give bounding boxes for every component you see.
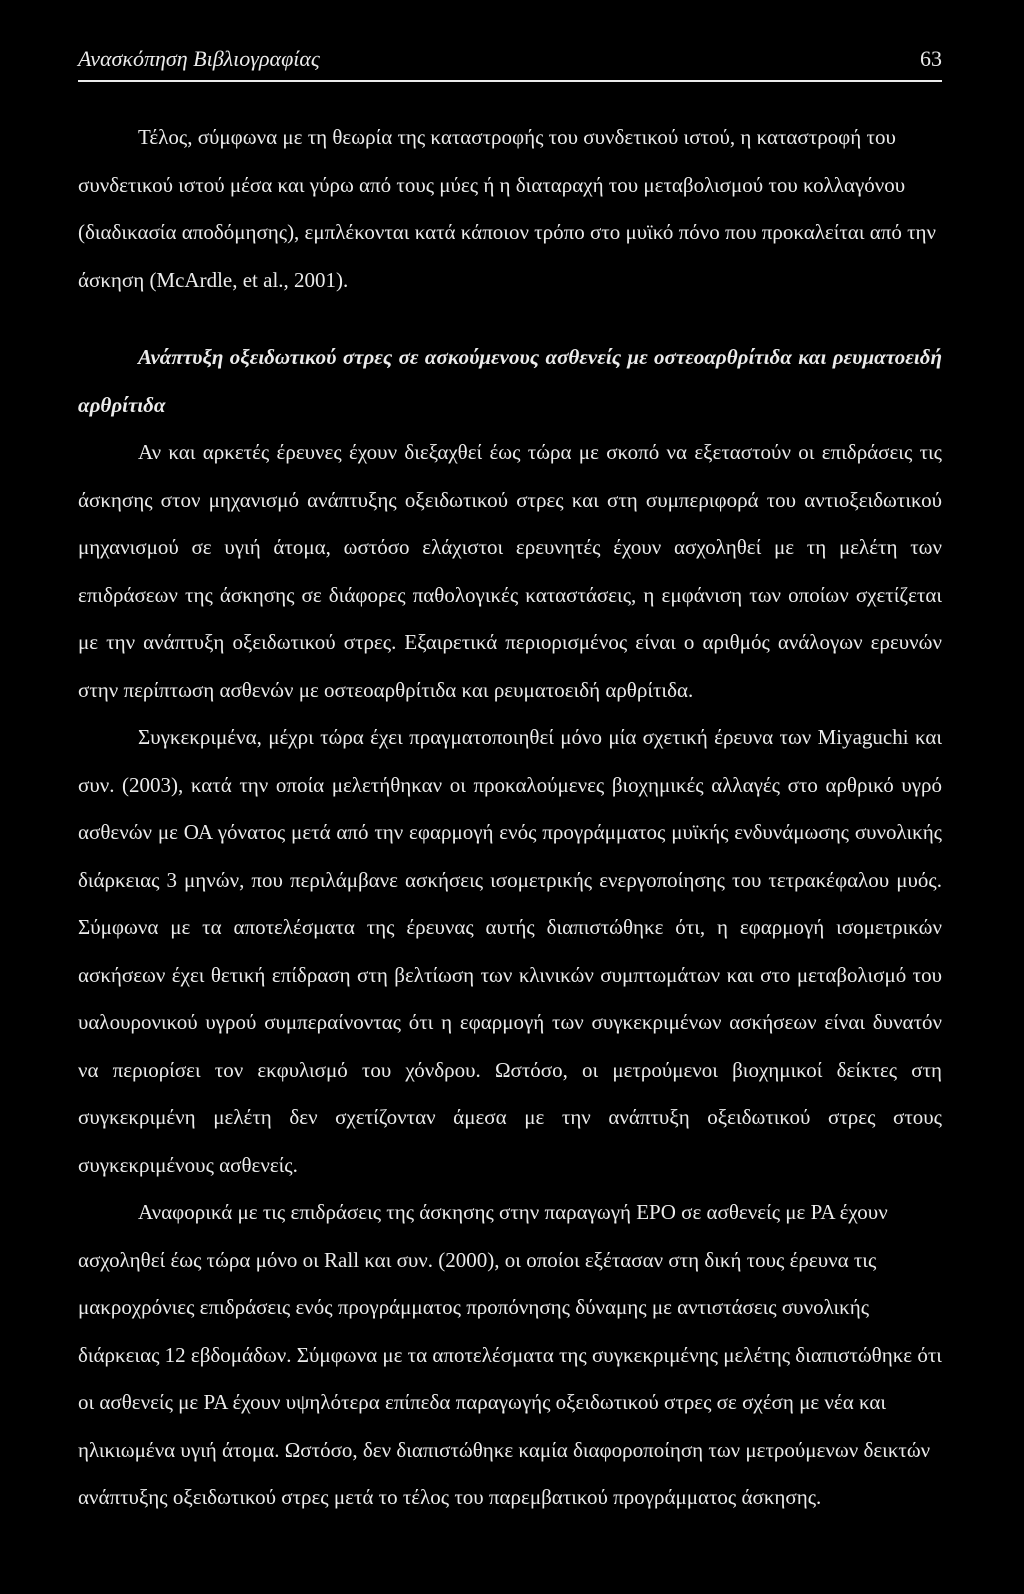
paragraph-connective-tissue-theory: Τέλος, σύμφωνα με τη θεωρία της καταστροφής του συνδετικού ιστού, η καταστροφή του συνδετικού ιστού μέσα και γύρω από τους μύες ή η διαταραχή του μεταβολισμού του κολλαγόνου (διαδικασία αποδόμησης), εμπλέκονται κατά κάποιον τρόπο στο μυϊκό πόνο που προκαλείται από την άσκηση (McArdle, et al., 2001). <box>78 125 936 292</box>
document-page <box>78 30 942 1522</box>
header-rule <box>78 80 942 82</box>
section-subheading: Ανάπτυξη οξειδωτικού στρες σε ασκούμενους ασθενείς με οστεοαρθρίτιδα και ρευματοειδή αρθρίτιδα <box>78 345 942 417</box>
body-text <box>78 114 942 1522</box>
running-header-title: Ανασκόπηση Βιβλιογραφίας <box>78 46 320 71</box>
paragraph-miyaguchi-study: Συγκεκριμένα, μέχρι τώρα έχει πραγματοποιηθεί μόνο μία σχετική έρευνα των Miyaguchi και συν. (2003), κατά την οποία μελετήθηκαν οι προκαλούμενες βιοχημικές αλλαγές στο αρθρικό υγρό ασθενών με ΟΑ γόνατος μετά από την εφαρμογή ενός προγράμματος μυϊκής ενδυνάμωσης συνολικής διάρκειας 3 μηνών, που περιλάμβανε ασκήσεις ισομετρικής ενεργοποίησης του τετρακέφαλου μυός. Σύμφωνα με τα αποτελέσματα της έρευνας αυτής διαπιστώθηκε ότι, η εφαρμογή ισομετρικών ασκήσεων έχει θετική επίδραση στη βελτίωση των κλινικών συμπτωμάτων και στο μεταβολισμό του υαλουρονικού υγρού συμπεραίνοντας ότι η εφαρμογή των συγκεκριμένων ασκήσεων είναι δυνατόν να περιορίσει τον εκφυλισμό του χόνδρου. Ωστόσο, οι μετρούμενοι βιοχημικοί δείκτες στη συγκεκριμένη μελέτη δεν σχετίζονταν άμεσα με την ανάπτυξη οξειδωτικού στρες στους συγκεκριμένους ασθενείς. <box>78 725 942 1177</box>
paragraph-rall-study: Αναφορικά με τις επιδράσεις της άσκησης στην παραγωγή ΕΡΟ σε ασθενείς με ΡΑ έχουν ασχοληθεί έως τώρα μόνο οι Rall και συν. (2000), οι οποίοι εξέτασαν στη δική τους έρευνα τις μακροχρόνιες επιδράσεις ενός προγράμματος προπόνησης δύναμης με αντιστάσεις συνολικής διάρκειας 12 εβδομάδων. Σύμφωνα με τα αποτελέσματα της συγκεκριμένης μελέτης διαπιστώθηκε ότι οι ασθενείς με ΡΑ έχουν υψηλότερα επίπεδα παραγωγής οξειδωτικού στρες σε σχέση με νέα και ηλικιωμένα υγιή άτομα. Ωστόσο, δεν διαπιστώθηκε καμία διαφοροποίηση των μετρούμενων δεικτών ανάπτυξης οξειδωτικού στρες μετά το τέλος του παρεμβατικού προγράμματος άσκησης. <box>78 1200 942 1509</box>
page-number: 63 <box>920 46 942 71</box>
paragraph-oxidative-stress-research: Αν και αρκετές έρευνες έχουν διεξαχθεί έως τώρα με σκοπό να εξεταστούν οι επιδράσεις τις άσκησης στον μηχανισμό ανάπτυξης οξειδωτικού στρες και στη συμπεριφορά του αντιοξειδωτικού μηχανισμού σε υγιή άτομα, ωστόσο ελάχιστοι ερευνητές έχουν ασχοληθεί με τη μελέτη των επιδράσεων της άσκησης σε διάφορες παθολογικές καταστάσεις, η εμφάνιση των οποίων σχετίζεται με την ανάπτυξη οξειδωτικού στρες. Εξαιρετικά περιορισμένος είναι ο αριθμός ανάλογων ερευνών στην περίπτωση ασθενών με οστεοαρθρίτιδα και ρευματοειδή αρθρίτιδα. <box>78 440 942 702</box>
running-header <box>78 30 942 72</box>
